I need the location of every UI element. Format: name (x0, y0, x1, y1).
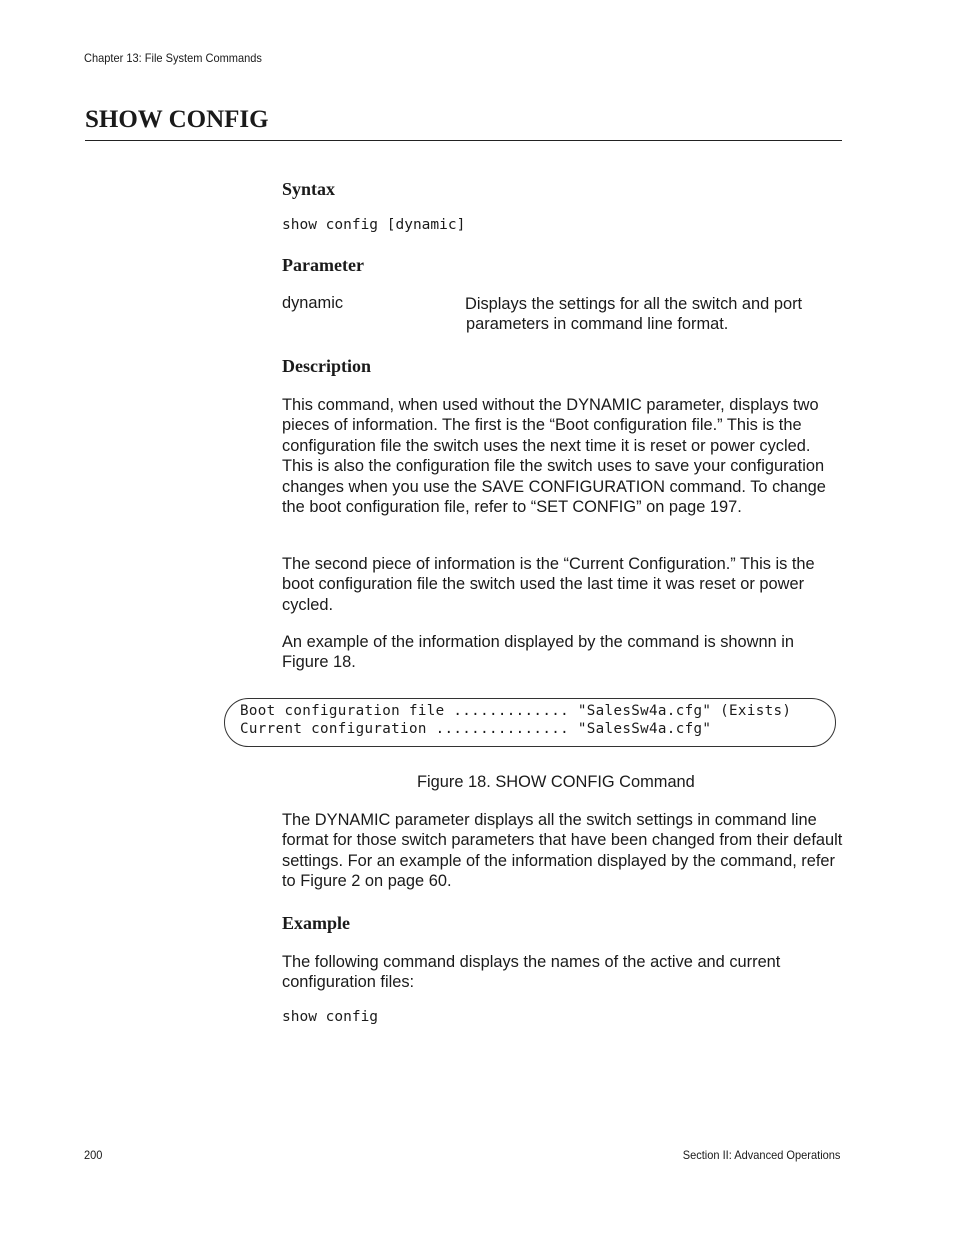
parameter-description: Displays the settings for all the switch and port parameters in command line format. (465, 295, 803, 334)
example-heading: Example (282, 913, 351, 933)
description-paragraph: The second piece of information is the “Current Configuration.” This is the boot configuration file the switch used the last time it was reset or power cycled. (282, 555, 815, 614)
figure-line-current: Current configuration ............... "SalesSw4a.cfg" (240, 721, 712, 737)
description-paragraph: This command, when used without the DYNAMIC parameter, displays two pieces of information. The first is the “Boot configuration file.” This is the configuration file the switch uses the next time it is reset or power cycled. This is also the configuration file the switch uses to save your configuration changes when you use the SAVE CONFIGURATION command. To change the boot configuration file, refer to “SET CONFIG” on page 197. (282, 396, 826, 517)
title-rule (85, 140, 842, 141)
description-heading: Description (282, 356, 371, 376)
figure-line-boot: Boot configuration file ............. "SalesSw4a.cfg" (Exists) (240, 703, 792, 719)
parameter-name: dynamic (282, 294, 344, 312)
section-footer: Section II: Advanced Operations (682, 1148, 840, 1162)
syntax-command: show config [dynamic] (282, 217, 466, 233)
page-number: 200 (84, 1148, 103, 1162)
syntax-heading: Syntax (282, 179, 336, 199)
chapter-header: Chapter 13: File System Commands (84, 51, 262, 65)
dynamic-note: The DYNAMIC parameter displays all the switch settings in command line format for those switch parameters that have been changed from their default settings. For an example of the information displayed by the command, refer to Figure 2 on page 60. (282, 811, 843, 891)
parameter-heading: Parameter (282, 255, 364, 275)
figure-caption: Figure 18. SHOW CONFIG Command (417, 773, 695, 791)
description-paragraph: An example of the information displayed by the command is shownn in Figure 18. (282, 633, 795, 672)
page-title: SHOW CONFIG (85, 106, 269, 133)
example-text: The following command displays the names of the active and current configuration files: (282, 953, 781, 992)
example-command: show config (282, 1009, 379, 1025)
